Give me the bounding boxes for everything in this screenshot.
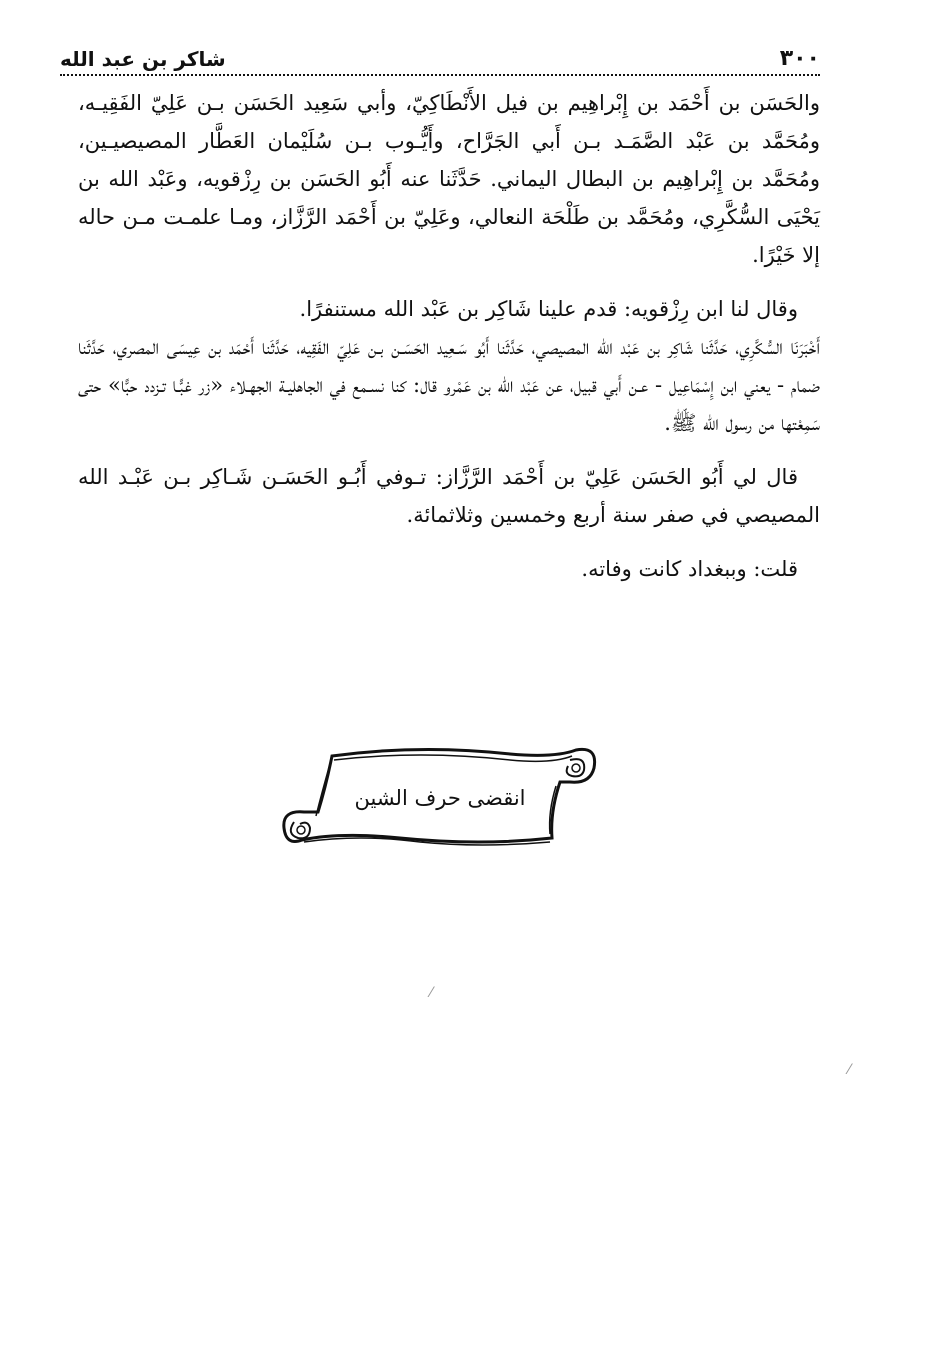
paragraph-note: قلت: وببغداد كانت وفاته. — [581, 557, 798, 581]
paragraph-arrival: وقال لنا ابن رِزْقويه: قدم علينا شَاكِر بن عَبْد الله مستنفرًا. — [299, 297, 798, 321]
running-title: شاكر بن عبد الله — [60, 44, 236, 74]
body-text — [78, 84, 820, 588]
paragraph-hadith: أَخْبَرَنَا السُّكَّرِي، حَدَّثَنا شَاكِر بن عَبْد الله المصيصي، حَدَّثَنا أَبُو سَـعِيد الحَسَـن بـن عَلِيّ الفَقِيه، حَدَّثَنا أَحْمَد بن عِيسَى المصري، حَدَّثَنا ضمام - يعني ابن إِسْمَاعِيل - عـن أَبي قبيل، عن عَبْد الله بن عَمْرو قال: كنا نسـمع في الجاهليـة الجهـلاء «زر غبًّـا تـزدد حبًّا» حتى سَمِعْتها من رسول الله ﷺ. — [78, 335, 820, 435]
running-header — [60, 40, 820, 76]
scan-speck: ⁄ — [848, 1062, 851, 1078]
paragraph-narrators: والحَسَن بن أَحْمَد بن إِبْراهِيم بن فيل الأَنْطَاكِيّ، وأبي سَعِيد الحَسَن بـن عَلِيّ الفَقِيـه، ومُحَمَّد بن عَبْد الصَّمَـد بـن أَبي الجَرَّاح، وأَيُّـوب بـن سُلَيْمان العَطَّار المصيصيـين، ومُحَمَّد بن إِبْراهِيم بن البطال اليماني. حَدَّثَنا عنه أَبُو الحَسَن بن رِزْقويه، وعَبْد الله بن يَحْيَى السُّكَّرِي، ومُحَمَّد بن طَلْحَة النعالي، وعَلِيّ بن أَحْمَد الرَّزَّاز، ومـا علمـت مـن حاله إلا خَيْرًا. — [78, 91, 820, 267]
scan-speck: ⁄ — [430, 985, 433, 1001]
scroll-ornament — [280, 742, 602, 854]
page-number: ٣٠٠ — [770, 44, 820, 74]
paragraph-death: قال لي أَبُو الحَسَن عَلِيّ بن أَحْمَد الرَّزَّاز: تـوفي أَبُـو الحَسَـن شَـاكِر بـن عَبْـد الله المصيصي في صفر سنة أربع وخمسين وثلاثمائة. — [78, 465, 820, 527]
section-end-label: انقضى حرف الشين — [354, 786, 526, 810]
